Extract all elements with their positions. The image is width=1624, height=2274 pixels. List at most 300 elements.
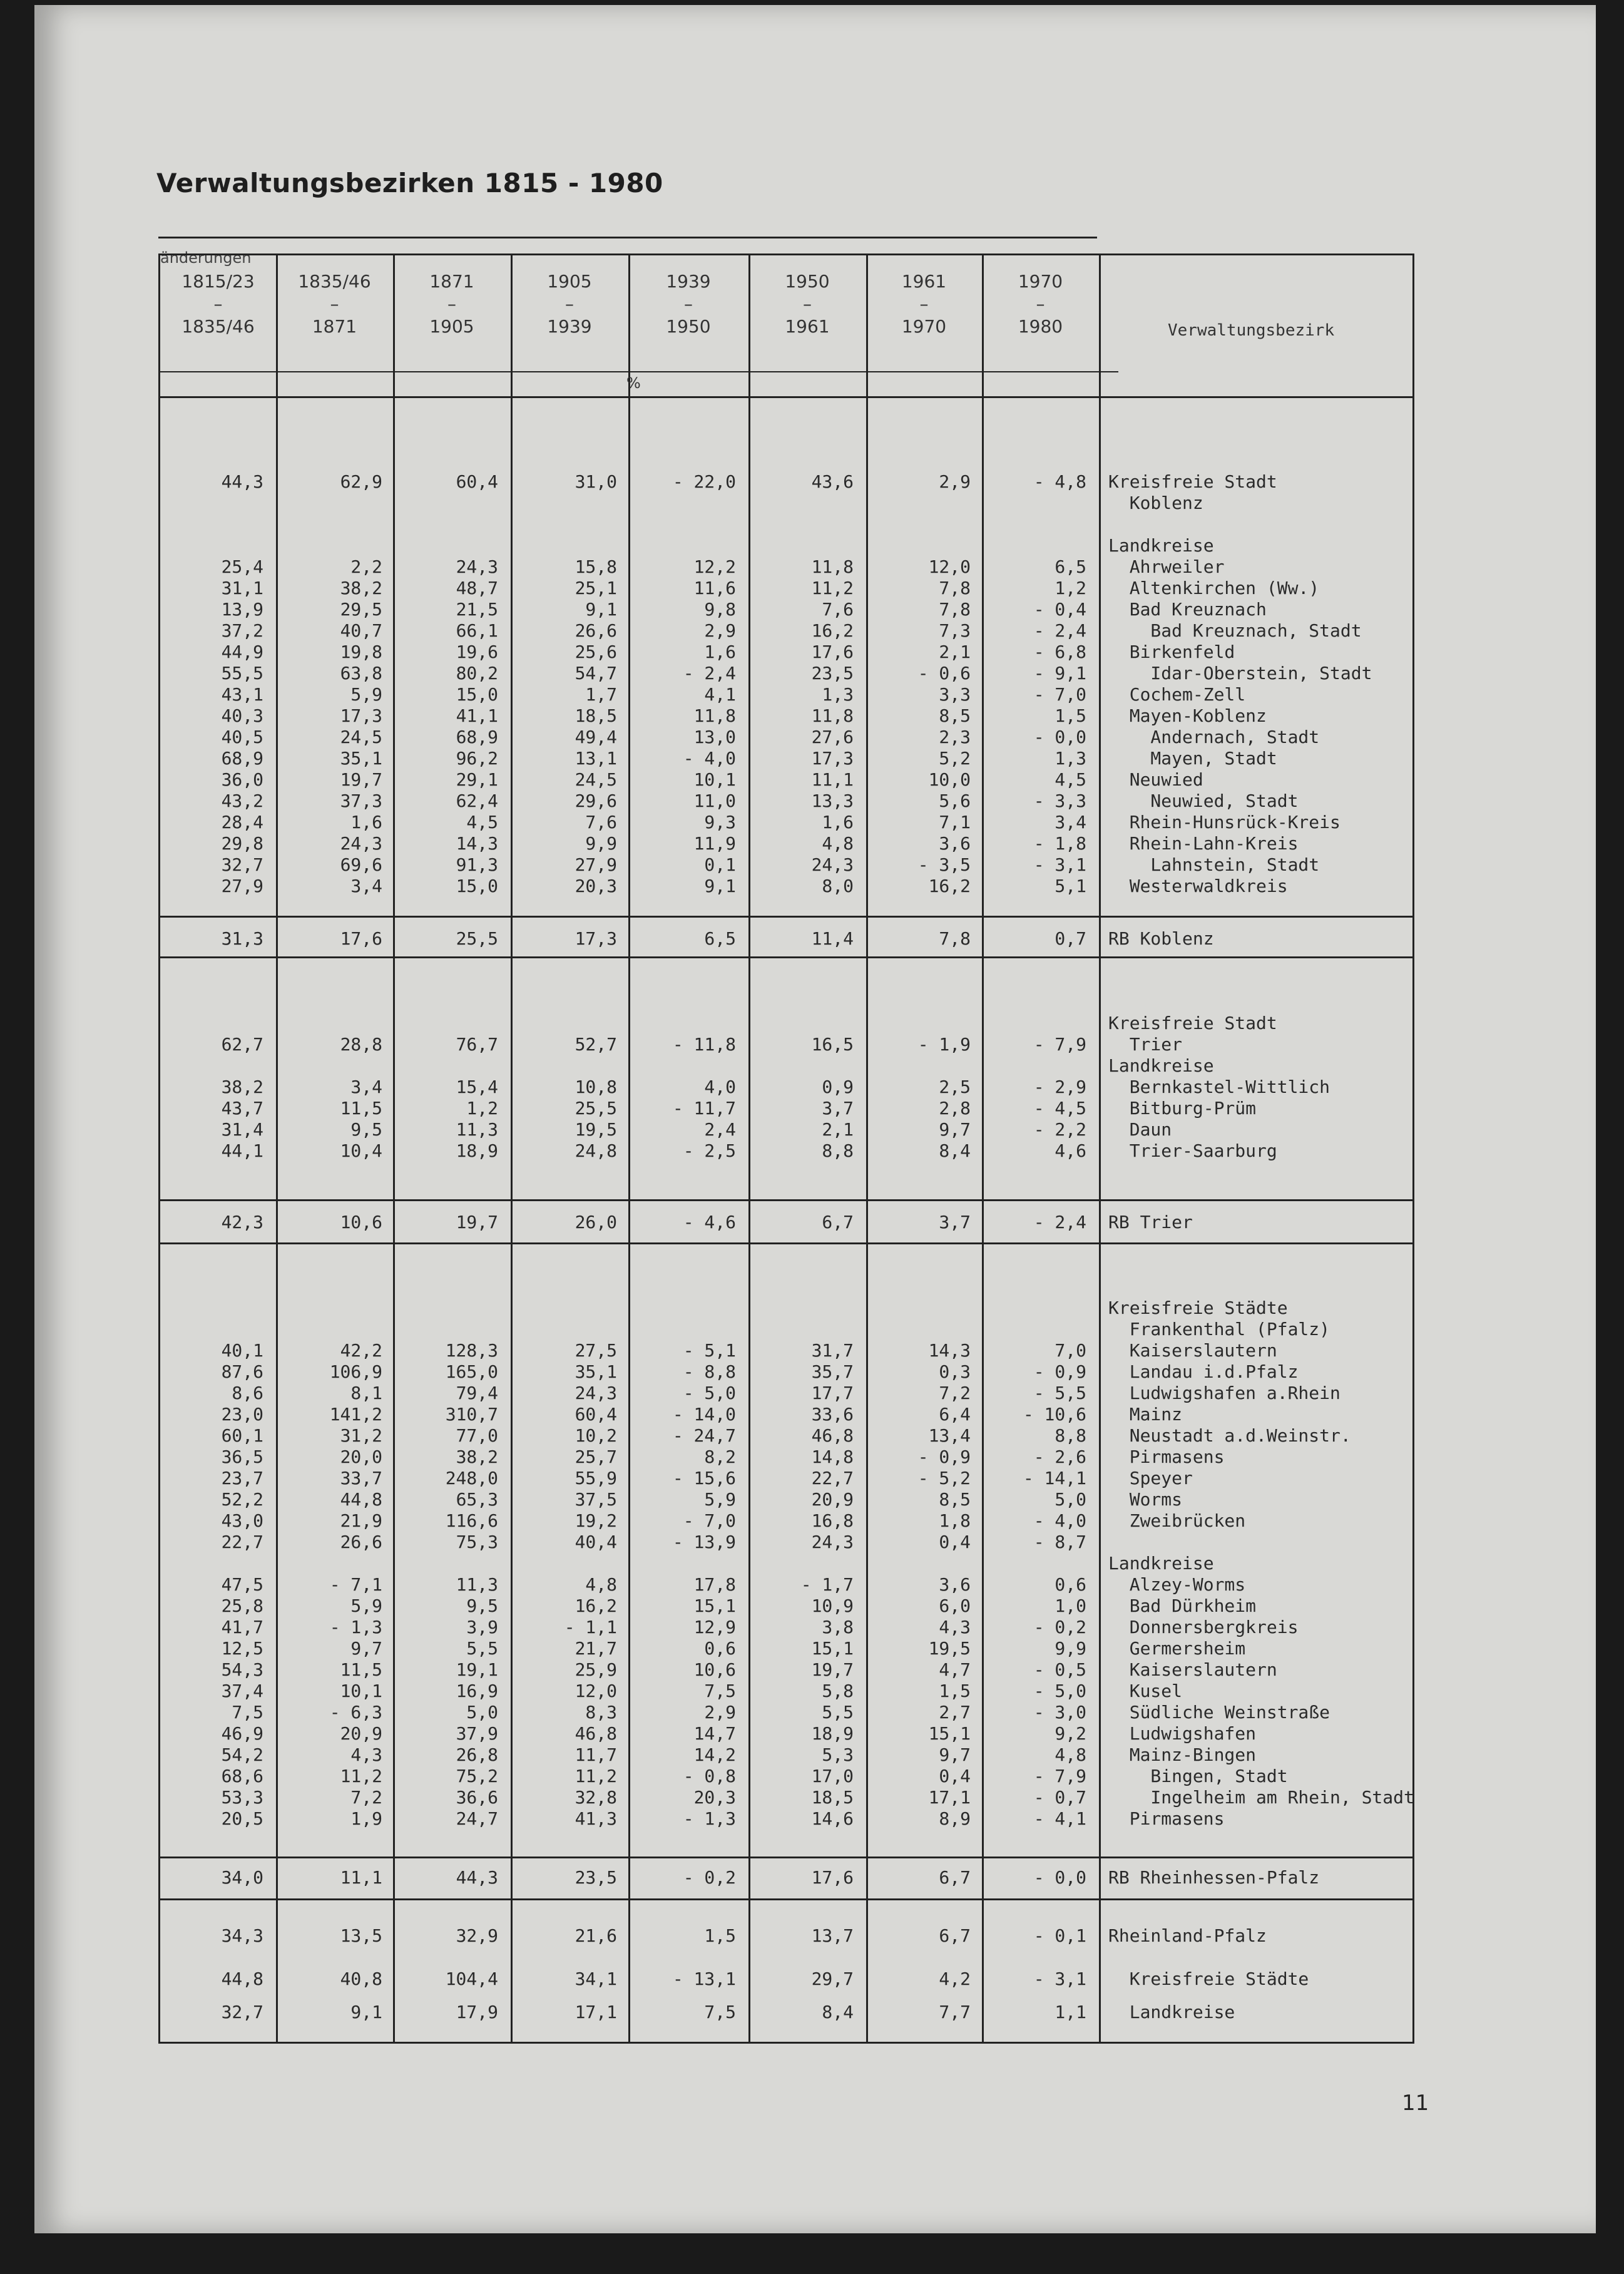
table-row: [160, 599, 1416, 620]
table-cell: - 0,2: [1033, 1617, 1086, 1637]
table-row: [160, 727, 1416, 748]
table-cell: - 13,9: [672, 1532, 736, 1552]
table-cell: 31,0: [575, 471, 617, 492]
section-rule: [160, 916, 1412, 918]
district-label: Kreisfreie Stadt: [1108, 1013, 1277, 1033]
table-cell: 6,7: [939, 1925, 971, 1946]
district-label: Ingelheim am Rhein, Stadt: [1108, 1787, 1414, 1808]
period-from: 1950: [785, 271, 830, 292]
table-cell: 2,9: [704, 1702, 736, 1723]
period-dash: –: [447, 294, 456, 314]
table-cell: 310,7: [445, 1404, 498, 1425]
table-cell: - 2,5: [683, 1140, 736, 1161]
table-cell: 43,6: [811, 471, 854, 492]
district-label: Mainz: [1108, 1404, 1183, 1425]
table-cell: - 0,1: [1033, 1925, 1086, 1946]
table-cell: 12,9: [693, 1617, 736, 1637]
statistics-table: [158, 254, 1414, 2044]
table-cell: 24,3: [456, 556, 498, 577]
table-cell: - 7,9: [1033, 1766, 1086, 1786]
district-label: Mayen, Stadt: [1108, 748, 1277, 769]
table-cell: - 22,0: [672, 471, 736, 492]
table-cell: 62,9: [340, 471, 382, 492]
table-cell: 2,3: [939, 727, 971, 747]
table-cell: - 11,8: [672, 1034, 736, 1055]
district-label: Bitburg-Prüm: [1108, 1098, 1257, 1119]
table-cell: 7,8: [939, 928, 971, 949]
table-cell: - 0,9: [1033, 1361, 1086, 1382]
table-row: [160, 1787, 1416, 1808]
table-cell: 7,7: [939, 2002, 971, 2022]
table-cell: 36,6: [456, 1787, 498, 1808]
table-cell: 26,6: [575, 620, 617, 641]
table-cell: 96,2: [456, 748, 498, 769]
table-cell: 38,2: [221, 1077, 263, 1097]
table-cell: - 0,2: [683, 1867, 736, 1888]
table-cell: 2,9: [939, 471, 971, 492]
table-cell: 9,5: [466, 1595, 498, 1616]
period-to: 1961: [785, 316, 830, 337]
table-cell: 40,8: [340, 1969, 382, 1989]
table-cell: 9,1: [585, 599, 617, 620]
table-cell: 9,1: [350, 2002, 382, 2022]
table-cell: 13,9: [221, 599, 263, 620]
table-cell: 12,2: [693, 556, 736, 577]
table-cell: 8,0: [822, 876, 854, 896]
district-label: Neuwied, Stadt: [1108, 791, 1299, 811]
table-cell: 42,3: [221, 1212, 263, 1232]
table-cell: 25,5: [456, 928, 498, 949]
table-cell: 52,7: [575, 1034, 617, 1055]
table-cell: 2,1: [822, 1119, 854, 1140]
table-cell: - 2,9: [1033, 1077, 1086, 1097]
district-label: Worms: [1108, 1489, 1183, 1510]
table-cell: 5,8: [822, 1681, 854, 1701]
table-cell: 11,8: [811, 556, 854, 577]
table-cell: 1,5: [1055, 705, 1086, 726]
period-from: 1939: [666, 271, 711, 292]
district-label: Rhein-Lahn-Kreis: [1108, 833, 1299, 854]
table-row: [160, 854, 1416, 876]
table-cell: 10,1: [340, 1681, 382, 1701]
table-cell: 5,2: [939, 748, 971, 769]
table-row: [160, 1013, 1416, 1034]
table-cell: - 4,1: [1033, 1808, 1086, 1829]
table-cell: - 6,8: [1033, 642, 1086, 662]
table-cell: 1,2: [1055, 578, 1086, 598]
table-cell: 7,6: [822, 599, 854, 620]
table-cell: 29,1: [456, 769, 498, 790]
table-row: [160, 812, 1416, 833]
period-dash: –: [565, 294, 574, 314]
table-cell: 8,8: [822, 1140, 854, 1161]
table-cell: 33,6: [811, 1404, 854, 1425]
table-cell: 16,9: [456, 1681, 498, 1701]
table-cell: - 1,9: [917, 1034, 971, 1055]
table-cell: 11,4: [811, 928, 854, 949]
table-cell: 15,4: [456, 1077, 498, 1097]
period-from: 1815/23: [181, 271, 255, 292]
table-cell: 28,4: [221, 812, 263, 832]
table-cell: 141,2: [329, 1404, 382, 1425]
table-cell: 27,6: [811, 727, 854, 747]
table-row: [160, 1532, 1416, 1553]
table-row: [160, 1340, 1416, 1361]
district-label: Rheinland-Pfalz: [1108, 1925, 1267, 1946]
district-label: Kreisfreie Städte: [1108, 1969, 1309, 1989]
district-label: Südliche Weinstraße: [1108, 1702, 1330, 1723]
table-cell: 34,3: [221, 1925, 263, 1946]
table-cell: 34,0: [221, 1867, 263, 1888]
table-cell: 19,7: [456, 1212, 498, 1232]
table-cell: 24,5: [340, 727, 382, 747]
table-row: [160, 1212, 1416, 1233]
table-cell: 0,9: [822, 1077, 854, 1097]
table-cell: 8,1: [350, 1383, 382, 1403]
table-cell: 20,9: [811, 1489, 854, 1510]
table-cell: 66,1: [456, 620, 498, 641]
table-cell: 11,8: [811, 705, 854, 726]
table-cell: - 0,7: [1033, 1787, 1086, 1808]
district-label: Rhein-Hunsrück-Kreis: [1108, 812, 1341, 832]
table-cell: 17,6: [340, 928, 382, 949]
period-header: [982, 268, 1099, 341]
table-row: [160, 642, 1416, 663]
period-to: 1871: [312, 316, 357, 337]
table-cell: 63,8: [340, 663, 382, 684]
table-cell: 23,7: [221, 1468, 263, 1488]
table-cell: 60,4: [456, 471, 498, 492]
table-row: [160, 1383, 1416, 1404]
table-row: [160, 1617, 1416, 1638]
table-cell: 15,1: [811, 1638, 854, 1659]
table-cell: - 4,0: [683, 748, 736, 769]
table-cell: 0,7: [1055, 928, 1086, 949]
table-cell: 33,7: [340, 1468, 382, 1488]
district-label: Kaiserslautern: [1108, 1659, 1277, 1680]
table-cell: - 13,1: [672, 1969, 736, 1989]
table-cell: 3,3: [939, 684, 971, 705]
period-dash: –: [1036, 294, 1045, 314]
table-cell: 13,3: [811, 791, 854, 811]
table-cell: - 10,6: [1023, 1404, 1086, 1425]
table-cell: 25,6: [575, 642, 617, 662]
table-cell: 0,1: [704, 854, 736, 875]
table-cell: 2,9: [704, 620, 736, 641]
table-cell: 12,0: [575, 1681, 617, 1701]
table-cell: 19,8: [340, 642, 382, 662]
table-cell: - 5,5: [1033, 1383, 1086, 1403]
table-row: [160, 535, 1416, 556]
district-label: Frankenthal (Pfalz): [1108, 1319, 1330, 1339]
table-cell: 21,6: [575, 1925, 617, 1946]
header-rule: [160, 371, 1118, 372]
table-cell: 19,5: [928, 1638, 971, 1659]
table-cell: 128,3: [445, 1340, 498, 1361]
table-cell: 7,0: [1055, 1340, 1086, 1361]
table-cell: 8,4: [939, 1140, 971, 1161]
table-cell: - 7,0: [1033, 684, 1086, 705]
table-cell: 13,1: [575, 748, 617, 769]
page-title: Verwaltungsbezirken 1815 - 1980: [156, 168, 663, 198]
table-row: [160, 705, 1416, 727]
table-cell: 16,5: [811, 1034, 854, 1055]
table-cell: 10,6: [693, 1659, 736, 1680]
table-cell: - 0,8: [683, 1766, 736, 1786]
table-row: [160, 1034, 1416, 1055]
period-header: [393, 268, 511, 341]
table-cell: 8,5: [939, 705, 971, 726]
table-cell: 1,8: [939, 1510, 971, 1531]
table-cell: - 4,0: [1033, 1510, 1086, 1531]
table-cell: 75,3: [456, 1532, 498, 1552]
period-header: [866, 268, 982, 341]
district-label: Bernkastel-Wittlich: [1108, 1077, 1330, 1097]
district-label: Donnersbergkreis: [1108, 1617, 1299, 1637]
table-cell: 24,7: [456, 1808, 498, 1829]
table-cell: - 1,3: [683, 1808, 736, 1829]
table-cell: 13,5: [340, 1925, 382, 1946]
period-to: 1970: [901, 316, 947, 337]
table-row: [160, 1808, 1416, 1830]
table-cell: 17,9: [456, 2002, 498, 2022]
district-label: Pirmasens: [1108, 1808, 1225, 1829]
table-cell: 44,3: [456, 1867, 498, 1888]
table-cell: - 1,1: [564, 1617, 617, 1637]
table-cell: 19,2: [575, 1510, 617, 1531]
table-cell: 19,7: [811, 1659, 854, 1680]
table-cell: 32,9: [456, 1925, 498, 1946]
table-cell: 69,6: [340, 854, 382, 875]
table-cell: - 0,5: [1033, 1659, 1086, 1680]
table-cell: 8,9: [939, 1808, 971, 1829]
period-from: 1905: [547, 271, 592, 292]
table-cell: - 7,1: [329, 1574, 382, 1595]
table-cell: 4,5: [466, 812, 498, 832]
table-cell: 31,2: [340, 1425, 382, 1446]
table-cell: 15,1: [693, 1595, 736, 1616]
table-cell: 4,2: [939, 1969, 971, 1989]
table-row: [160, 1098, 1416, 1119]
table-cell: 54,3: [221, 1659, 263, 1680]
district-label: Speyer: [1108, 1468, 1193, 1488]
table-row: [160, 556, 1416, 578]
table-cell: 9,7: [939, 1744, 971, 1765]
table-cell: 40,3: [221, 705, 263, 726]
table-cell: 5,1: [1055, 876, 1086, 896]
table-cell: 25,8: [221, 1595, 263, 1616]
table-cell: 1,2: [466, 1098, 498, 1119]
table-cell: 37,9: [456, 1723, 498, 1744]
table-row: [160, 1744, 1416, 1766]
table-cell: 1,6: [350, 812, 382, 832]
table-cell: 21,9: [340, 1510, 382, 1531]
table-cell: 41,7: [221, 1617, 263, 1637]
period-header: [748, 268, 866, 341]
district-label: Alzey-Worms: [1108, 1574, 1246, 1595]
table-cell: 54,7: [575, 663, 617, 684]
table-cell: 25,4: [221, 556, 263, 577]
district-label: Idar-Oberstein, Stadt: [1108, 663, 1372, 684]
table-cell: 35,1: [575, 1361, 617, 1382]
table-cell: 31,3: [221, 928, 263, 949]
table-cell: - 6,3: [329, 1702, 382, 1723]
table-cell: 7,5: [704, 1681, 736, 1701]
table-cell: 7,2: [939, 1383, 971, 1403]
table-cell: 4,3: [350, 1744, 382, 1765]
table-cell: 16,2: [811, 620, 854, 641]
table-cell: 11,1: [340, 1867, 382, 1888]
table-cell: 2,4: [704, 1119, 736, 1140]
table-cell: 11,5: [340, 1098, 382, 1119]
period-header: [628, 268, 748, 341]
table-row: [160, 1681, 1416, 1702]
table-cell: 9,3: [704, 812, 736, 832]
table-cell: 28,8: [340, 1034, 382, 1055]
table-cell: 8,2: [704, 1447, 736, 1467]
table-row: [160, 1140, 1416, 1162]
table-row: [160, 684, 1416, 705]
table-cell: 10,9: [811, 1595, 854, 1616]
table-cell: 7,3: [939, 620, 971, 641]
table-cell: - 5,0: [683, 1383, 736, 1403]
district-label: Lahnstein, Stadt: [1108, 854, 1320, 875]
district-label: RB Trier: [1108, 1212, 1193, 1232]
table-cell: 13,0: [693, 727, 736, 747]
table-cell: 104,4: [445, 1969, 498, 1989]
table-row: [160, 1319, 1416, 1340]
table-cell: 17,1: [928, 1787, 971, 1808]
table-cell: 5,3: [822, 1744, 854, 1765]
table-cell: 47,5: [221, 1574, 263, 1595]
table-cell: - 14,1: [1023, 1468, 1086, 1488]
period-from: 1970: [1018, 271, 1063, 292]
table-cell: 29,8: [221, 833, 263, 854]
table-cell: 15,1: [928, 1723, 971, 1744]
table-cell: 36,5: [221, 1447, 263, 1467]
table-cell: 52,2: [221, 1489, 263, 1510]
table-cell: 3,6: [939, 1574, 971, 1595]
period-from: 1871: [429, 271, 474, 292]
table-cell: 37,5: [575, 1489, 617, 1510]
district-label: Bad Kreuznach, Stadt: [1108, 620, 1362, 641]
table-cell: 46,8: [811, 1425, 854, 1446]
table-cell: 17,3: [340, 705, 382, 726]
table-cell: 2,5: [939, 1077, 971, 1097]
table-cell: 11,1: [811, 769, 854, 790]
table-cell: 3,4: [350, 1077, 382, 1097]
district-label: Landkreise: [1108, 1055, 1214, 1076]
table-cell: 60,1: [221, 1425, 263, 1446]
table-cell: - 9,1: [1033, 663, 1086, 684]
district-label: Kreisfreie Stadt: [1108, 471, 1277, 492]
table-cell: 26,6: [340, 1532, 382, 1552]
table-cell: 7,6: [585, 812, 617, 832]
table-cell: 76,7: [456, 1034, 498, 1055]
table-cell: 1,6: [704, 642, 736, 662]
period-dash: –: [684, 294, 693, 314]
period-dash: –: [919, 294, 929, 314]
period-header: [511, 268, 628, 341]
table-cell: 9,9: [585, 833, 617, 854]
table-cell: - 0,4: [1033, 599, 1086, 620]
table-row: [160, 1447, 1416, 1468]
table-cell: - 4,6: [683, 1212, 736, 1232]
table-row: [160, 1119, 1416, 1140]
table-cell: 24,3: [811, 854, 854, 875]
table-cell: 16,2: [928, 876, 971, 896]
table-cell: 2,7: [939, 1702, 971, 1723]
table-cell: 53,3: [221, 1787, 263, 1808]
table-cell: 27,9: [575, 854, 617, 875]
table-row: [160, 1702, 1416, 1723]
table-row: [160, 578, 1416, 599]
table-row: [160, 1077, 1416, 1098]
table-cell: 22,7: [221, 1532, 263, 1552]
table-cell: - 0,0: [1033, 1867, 1086, 1888]
table-cell: - 2,2: [1033, 1119, 1086, 1140]
table-cell: 1,5: [704, 1925, 736, 1946]
district-label: Daun: [1108, 1119, 1172, 1140]
table-cell: 11,2: [340, 1766, 382, 1786]
table-cell: - 0,9: [917, 1447, 971, 1467]
table-cell: 29,6: [575, 791, 617, 811]
district-label: RB Koblenz: [1108, 928, 1214, 949]
table-cell: 10,8: [575, 1077, 617, 1097]
table-cell: 25,7: [575, 1447, 617, 1467]
table-cell: 10,4: [340, 1140, 382, 1161]
table-cell: 11,8: [693, 705, 736, 726]
table-cell: 9,7: [939, 1119, 971, 1140]
table-cell: 10,1: [693, 769, 736, 790]
district-label: Mainz-Bingen: [1108, 1744, 1257, 1765]
table-cell: 32,7: [221, 2002, 263, 2022]
table-cell: - 3,1: [1033, 1969, 1086, 1989]
table-cell: 40,7: [340, 620, 382, 641]
table-cell: 1,6: [822, 812, 854, 832]
table-cell: 21,5: [456, 599, 498, 620]
table-cell: - 7,0: [683, 1510, 736, 1531]
district-label: Ludwigshafen a.Rhein: [1108, 1383, 1341, 1403]
table-cell: 40,4: [575, 1532, 617, 1552]
table-cell: 4,8: [585, 1574, 617, 1595]
table-cell: 2,8: [939, 1098, 971, 1119]
table-cell: - 1,7: [800, 1574, 854, 1595]
district-label: Ludwigshafen: [1108, 1723, 1257, 1744]
table-row: [160, 1867, 1416, 1888]
table-cell: 79,4: [456, 1383, 498, 1403]
section-rule: [160, 1857, 1412, 1858]
period-to: 1939: [547, 316, 592, 337]
district-label: Kusel: [1108, 1681, 1183, 1701]
table-cell: - 1,8: [1033, 833, 1086, 854]
table-row: [160, 1595, 1416, 1617]
table-cell: 1,1: [1055, 2002, 1086, 2022]
table-cell: 5,5: [822, 1702, 854, 1723]
table-cell: 54,2: [221, 1744, 263, 1765]
table-cell: 9,2: [1055, 1723, 1086, 1744]
period-to: 1950: [666, 316, 711, 337]
table-cell: 48,7: [456, 578, 498, 598]
table-cell: 11,7: [575, 1744, 617, 1765]
table-cell: 34,1: [575, 1969, 617, 1989]
table-cell: - 2,4: [683, 663, 736, 684]
table-cell: 9,7: [350, 1638, 382, 1659]
table-cell: 19,5: [575, 1119, 617, 1140]
table-row: [160, 1925, 1416, 1947]
table-cell: 12,0: [928, 556, 971, 577]
table-cell: 7,2: [350, 1787, 382, 1808]
